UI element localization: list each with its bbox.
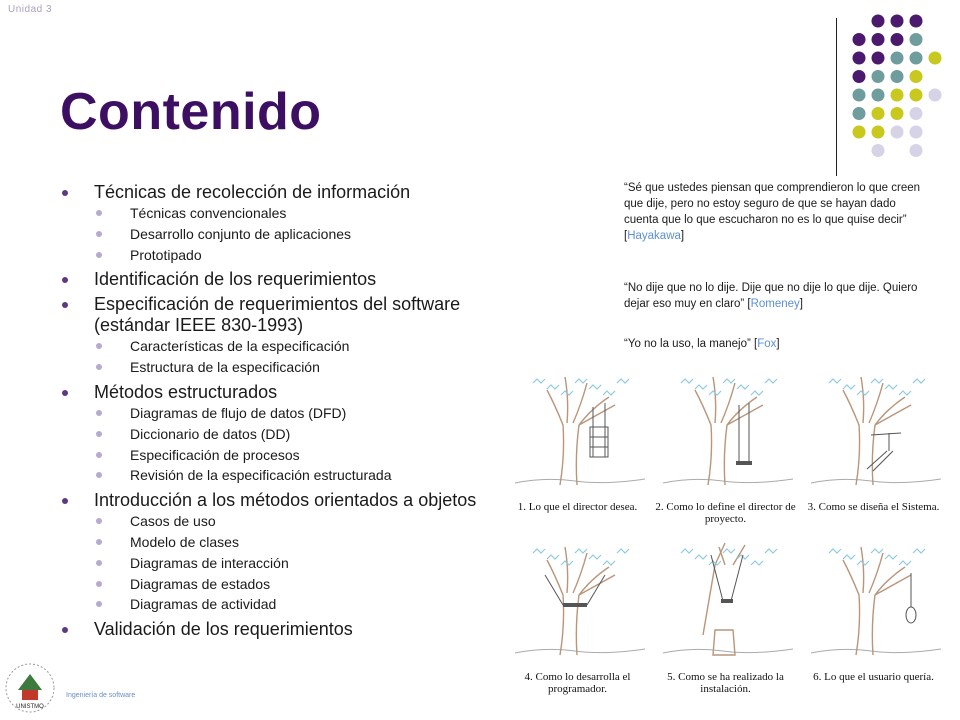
footer-course: Ingeniería de software — [66, 692, 136, 699]
decorative-dot — [872, 89, 885, 102]
decorative-dot — [891, 126, 904, 139]
decorative-dot — [853, 89, 866, 102]
quote: “Sé que ustedes piensan que comprendieron lo que creen que dije, pero no estoy seguro de que se hayan dado cuenta que lo que escucharon no es lo que quise decir” [Hayakawa] — [624, 182, 921, 242]
decorative-dot — [910, 144, 923, 157]
decorative-dot — [910, 107, 923, 120]
unit-label: Unidad 3 — [8, 4, 53, 15]
svg-text:UNISTMO: UNISTMO — [16, 704, 44, 710]
outline-topic: Identificación de los requerimientos — [60, 269, 480, 290]
tree-swing-illustration — [801, 365, 946, 490]
outline-subtopic: Diagramas de actividad — [60, 594, 480, 615]
decorative-dot — [872, 126, 885, 139]
comic-panel — [505, 365, 650, 525]
outline-subtopic: Revisión de la especificación estructurada — [60, 465, 480, 486]
decorative-dot — [872, 144, 885, 157]
outline-subtopic: Características de la especificación — [60, 336, 480, 357]
quote-text: “No dije que no lo dije. Dije que no dije lo que dije. Quiero dejar eso muy en claro” — [624, 282, 918, 310]
comic-panel — [653, 535, 798, 695]
comic-panel — [653, 365, 798, 525]
decorative-dot — [910, 89, 923, 102]
content-outline — [60, 178, 480, 640]
outline-subtopic: Estructura de la especificación — [60, 357, 480, 378]
outline-subtopic: Especificación de procesos — [60, 445, 480, 466]
decorative-dot — [872, 70, 885, 83]
decorative-dot — [891, 107, 904, 120]
tree-swing-illustration — [653, 365, 798, 490]
decorative-dot — [853, 33, 866, 46]
tree-swing-illustration — [505, 365, 650, 490]
decorative-dot — [929, 52, 942, 65]
decorative-dot — [853, 126, 866, 139]
comic-caption: 5. Como se ha realizado la instalación. — [667, 671, 784, 695]
decorative-dot — [872, 107, 885, 120]
comic-caption: 2. Como lo define el director de proyecto. — [655, 501, 796, 525]
decorative-dot — [872, 52, 885, 65]
outline-topic: Especificación de requerimientos del software (estándar IEEE 830-1993) — [60, 294, 480, 336]
decorative-dot — [929, 89, 942, 102]
decorative-dot — [853, 107, 866, 120]
outline-topic: Técnicas de recolección de información — [60, 182, 480, 203]
comic-caption: 3. Como se diseña el Sistema. — [807, 501, 940, 513]
quote-text: “Yo no la uso, la manejo” — [624, 338, 751, 350]
outline-subtopic: Diagramas de interacción — [60, 553, 480, 574]
quote-text: “Sé que ustedes piensan que comprendieron lo que creen que dije, pero no estoy seguro de que se hayan dado cuenta que lo que escucharon no es lo que quise decir” — [624, 182, 921, 226]
comic-caption: 1. Lo que el director desea. — [517, 501, 638, 513]
tree-swing-illustration — [505, 535, 650, 660]
decorative-dot — [891, 89, 904, 102]
decorative-dot — [872, 15, 885, 28]
decorative-dot — [853, 52, 866, 65]
outline-subtopic: Casos de uso — [60, 511, 480, 532]
outline-topic: Introducción a los métodos orientados a objetos — [60, 490, 480, 511]
decorative-dot — [891, 15, 904, 28]
outline-topic: Métodos estructurados — [60, 382, 480, 403]
decorative-dot — [910, 33, 923, 46]
quote-author: Fox — [757, 338, 777, 350]
university-logo — [4, 660, 56, 716]
decorative-dot — [872, 33, 885, 46]
outline-subtopic: Diagramas de flujo de datos (DFD) — [60, 403, 480, 424]
quote: “Yo no la uso, la manejo” [Fox] — [624, 338, 780, 350]
quote: “No dije que no lo dije. Dije que no dije lo que dije. Quiero dejar eso muy en claro” [Romeney] — [624, 282, 918, 310]
page-title: Contenido — [60, 83, 322, 141]
decorative-dot — [910, 126, 923, 139]
quote-author: Hayakawa — [627, 230, 681, 242]
outline-subtopic: Diccionario de datos (DD) — [60, 424, 480, 445]
decorative-dot — [891, 52, 904, 65]
tree-swing-illustration — [653, 535, 798, 660]
comic-caption: 6. Lo que el usuario quería. — [813, 671, 934, 683]
comic-panel — [505, 535, 650, 695]
decorative-dot — [910, 52, 923, 65]
divider-line — [836, 18, 837, 176]
comic-caption: 4. Como lo desarrolla el programador. — [524, 671, 631, 695]
comic-panel — [801, 365, 946, 525]
outline-subtopic: Diagramas de estados — [60, 574, 480, 595]
outline-subtopic: Desarrollo conjunto de aplicaciones — [60, 224, 480, 245]
outline-subtopic: Técnicas convencionales — [60, 203, 480, 224]
comic-panel — [801, 535, 946, 695]
outline-subtopic: Prototipado — [60, 245, 480, 266]
decorative-dot — [891, 70, 904, 83]
decorative-dot — [853, 70, 866, 83]
decorative-dot — [910, 70, 923, 83]
outline-topic: Validación de los requerimientos — [60, 619, 480, 640]
decorative-dot — [910, 15, 923, 28]
tree-swing-illustration — [801, 535, 946, 660]
outline-subtopic: Modelo de clases — [60, 532, 480, 553]
decorative-dot — [891, 33, 904, 46]
tree-swing-comic — [505, 365, 950, 700]
quote-author: Romeney — [750, 298, 800, 310]
